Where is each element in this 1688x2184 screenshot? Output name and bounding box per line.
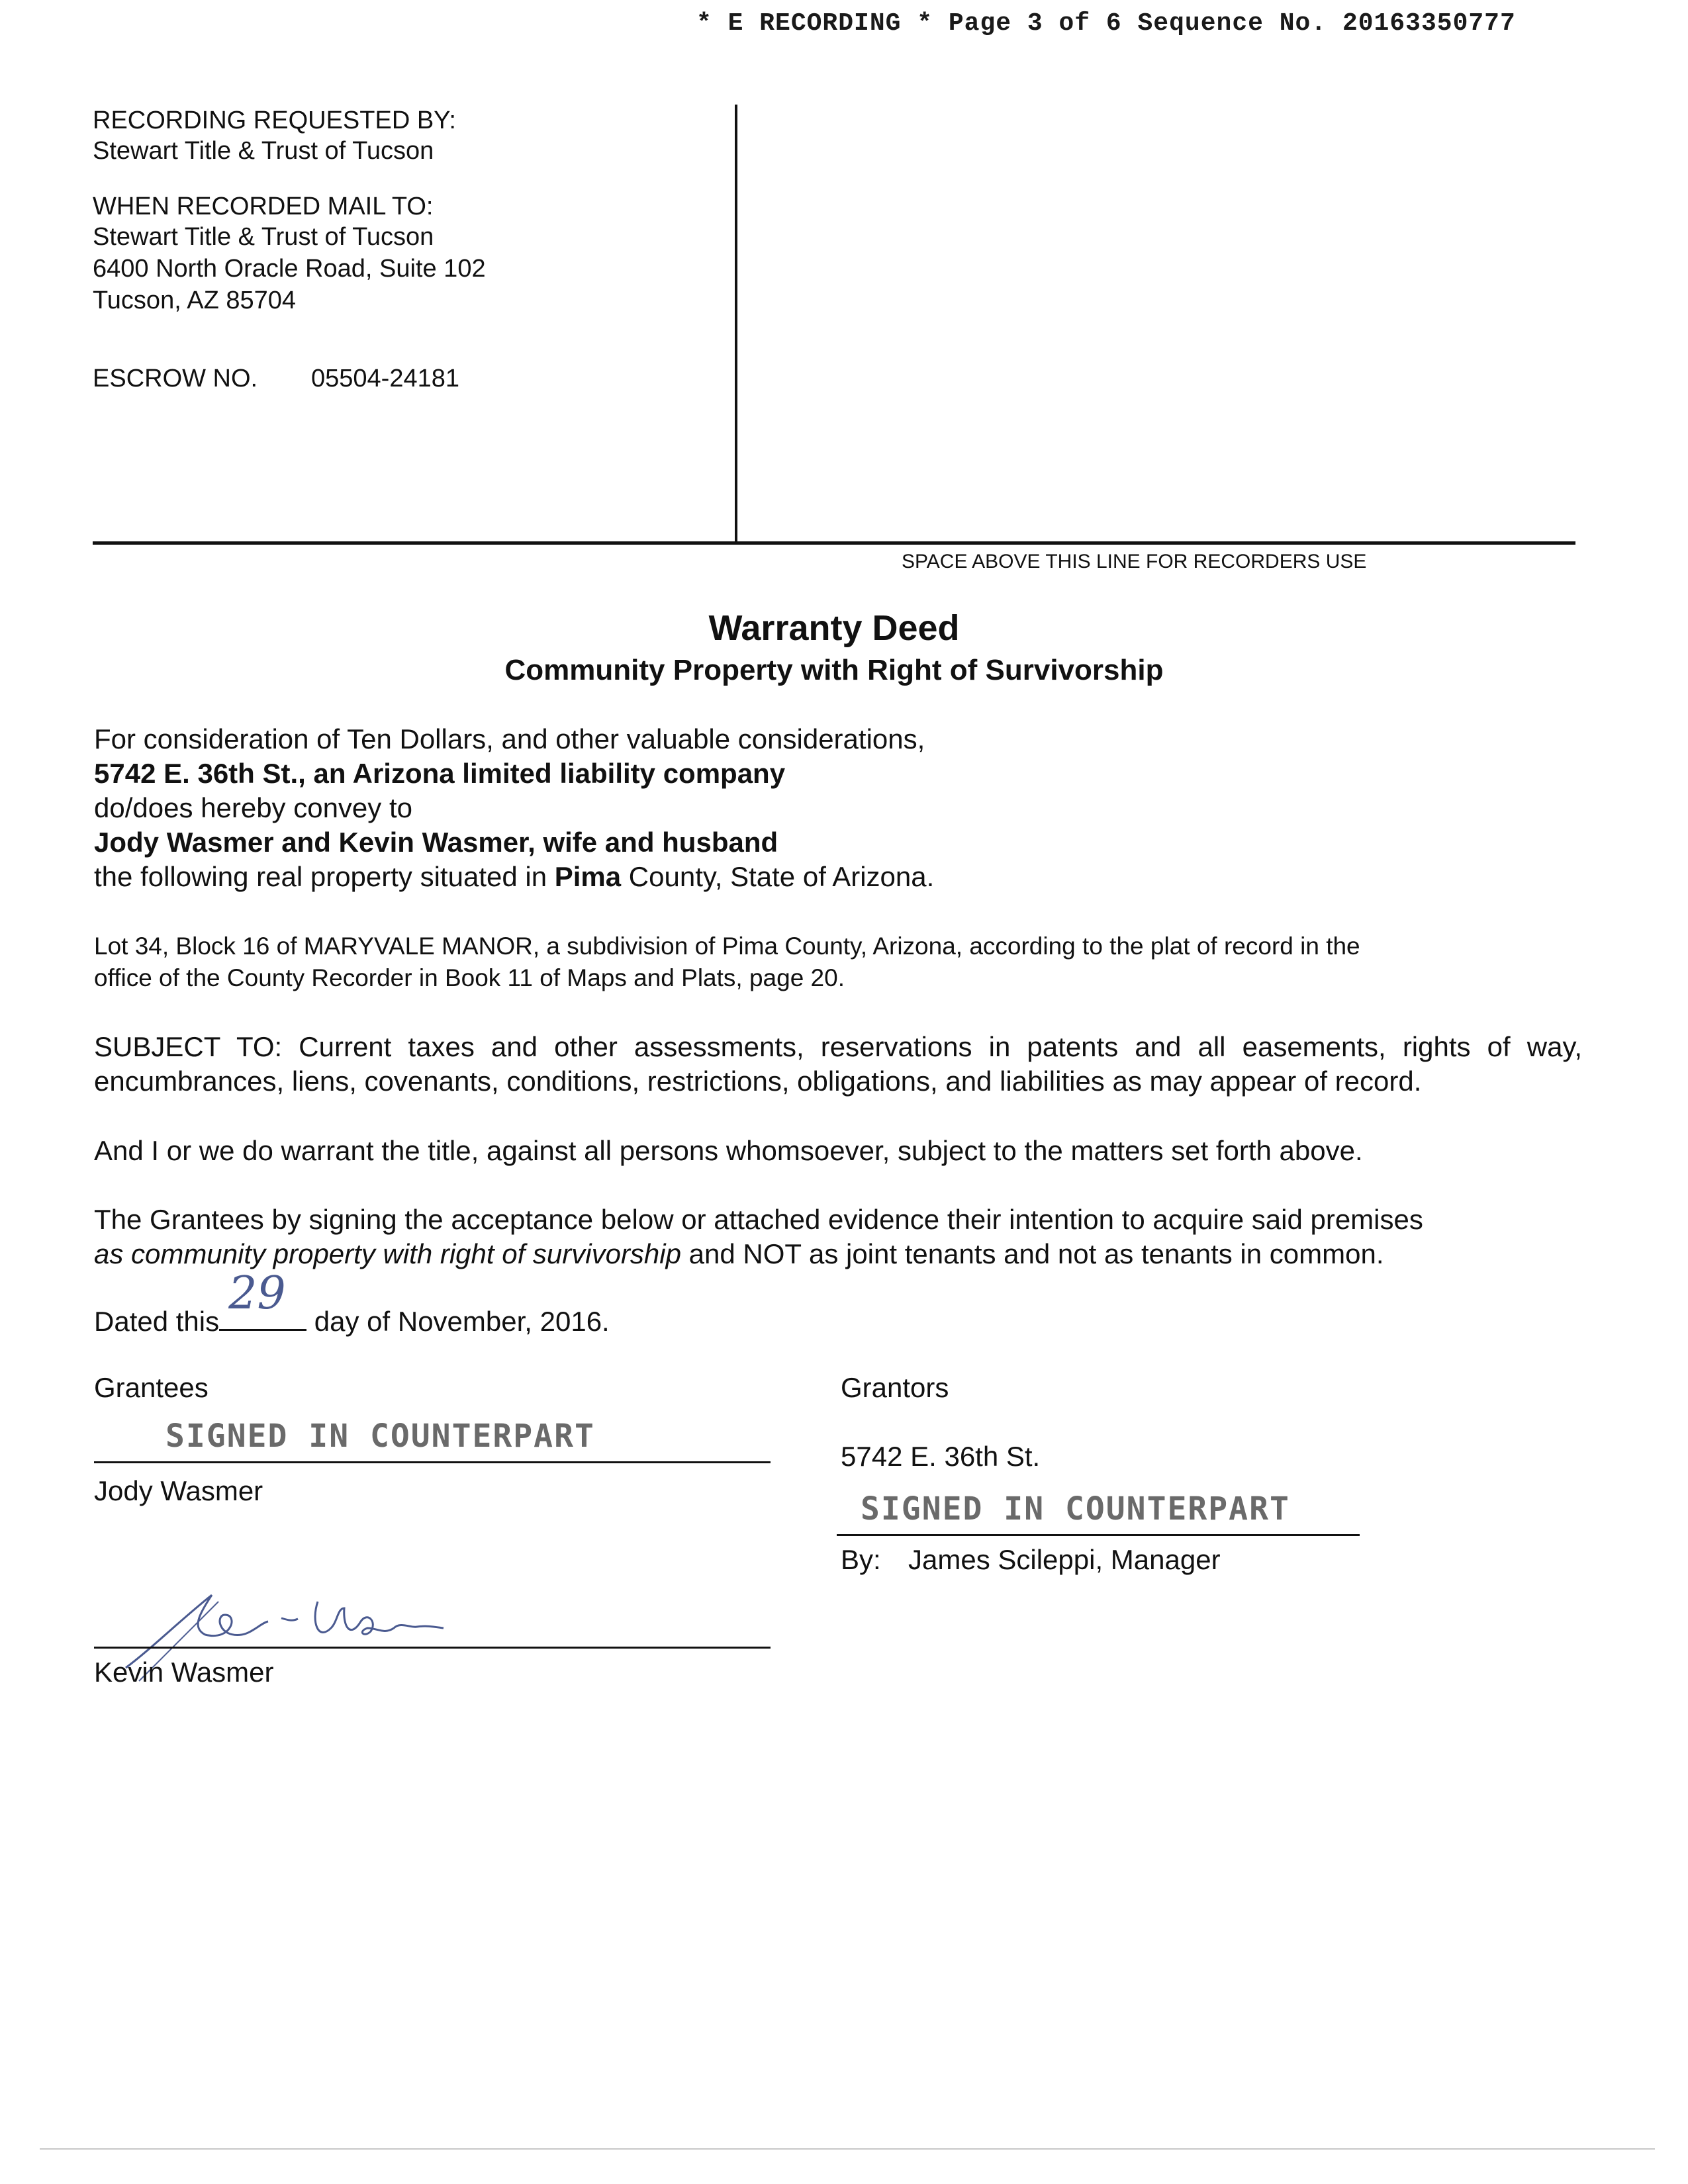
consideration-text: For consideration of Ten Dollars, and other valuable considerations,: [94, 723, 925, 754]
warrant-paragraph: And I or we do warrant the title, against all persons whomsoever, subject to the matters set forth above.: [94, 1135, 1363, 1166]
subject-to-paragraph: SUBJECT TO: Current taxes and other assessments, reservations in patents and all easements, rights of way, encumbrances, liens, covenants, conditions, restrictions, obligations, and liabilities as may appear of record.: [94, 1031, 1582, 1097]
grantees-label: Grantees: [94, 1372, 209, 1403]
mail-to-name: Stewart Title & Trust of Tucson: [93, 223, 434, 251]
grantor-entity-name: 5742 E. 36th St.: [841, 1441, 1041, 1472]
grantee1-name: Jody Wasmer: [94, 1475, 263, 1506]
grantees-intention-line1: The Grantees by signing the acceptance below or attached evidence their intention to acquire said premises: [94, 1204, 1423, 1235]
grantor-counterpart-stamp: SIGNED IN COUNTERPART: [861, 1490, 1290, 1527]
grantee1-counterpart-stamp: SIGNED IN COUNTERPART: [165, 1418, 595, 1455]
deed-title: Warranty Deed: [708, 608, 960, 648]
grantor-signer-name: James Scileppi, Manager: [908, 1544, 1221, 1575]
escrow-label: ESCROW NO.: [93, 365, 258, 392]
grantors-label: Grantors: [841, 1372, 949, 1403]
day-blank: [219, 1267, 306, 1331]
dated-line: [94, 1267, 610, 1340]
scan-edge-line: [40, 2148, 1655, 2150]
recording-header: * E RECORDING * Page 3 of 6 Sequence No. 20163350777: [696, 9, 1516, 38]
space-above-note: SPACE ABOVE THIS LINE FOR RECORDERS USE: [902, 551, 1367, 572]
legal-description-line2: office of the County Recorder in Book 11 of Maps and Plats, page 20.: [94, 964, 845, 991]
mail-to-city: Tucson, AZ 85704: [93, 287, 297, 314]
dated-suffix: day of November, 2016.: [314, 1306, 610, 1337]
recording-requested-label: RECORDING REQUESTED BY:: [93, 107, 456, 134]
escrow-number: 05504-24181: [311, 365, 459, 392]
legal-description-line1: Lot 34, Block 16 of MARYVALE MANOR, a subdivision of Pima County, Arizona, according to the plat of record in the: [94, 933, 1360, 960]
situated-prefix: the following real property situated in: [94, 861, 547, 892]
grantee2-signature-line: [94, 1647, 771, 1649]
convey-text: do/does hereby convey to: [94, 792, 412, 823]
community-property-rest: and NOT as joint tenants and not as tenants in common.: [688, 1238, 1384, 1269]
community-property-phrase: as community property with right of survivorship: [94, 1238, 681, 1269]
dated-prefix: Dated this: [94, 1306, 220, 1337]
situated-suffix: County, State of Arizona.: [628, 861, 935, 892]
handwritten-day: 29: [228, 1267, 286, 1320]
recorder-box-divider: [735, 105, 737, 541]
grantor-signature-line: [837, 1534, 1360, 1536]
grantee-names: Jody Wasmer and Kevin Wasmer, wife and husband: [94, 827, 778, 858]
grantee2-name: Kevin Wasmer: [94, 1657, 274, 1688]
grantor-by-label: By:: [841, 1544, 881, 1575]
mail-to-label: WHEN RECORDED MAIL TO:: [93, 193, 434, 220]
county-name: Pima: [554, 861, 622, 892]
recorder-space-line: [93, 541, 1575, 545]
grantor-entity: 5742 E. 36th St., an Arizona limited liability company: [94, 758, 786, 789]
situated-line: [94, 859, 934, 895]
grantee1-signature-line: [94, 1461, 771, 1463]
recording-requested-by: Stewart Title & Trust of Tucson: [93, 137, 434, 165]
grantees-intention-line2: [94, 1236, 1384, 1272]
deed-subtitle: Community Property with Right of Survivorship: [504, 654, 1164, 686]
mail-to-street: 6400 North Oracle Road, Suite 102: [93, 255, 486, 283]
